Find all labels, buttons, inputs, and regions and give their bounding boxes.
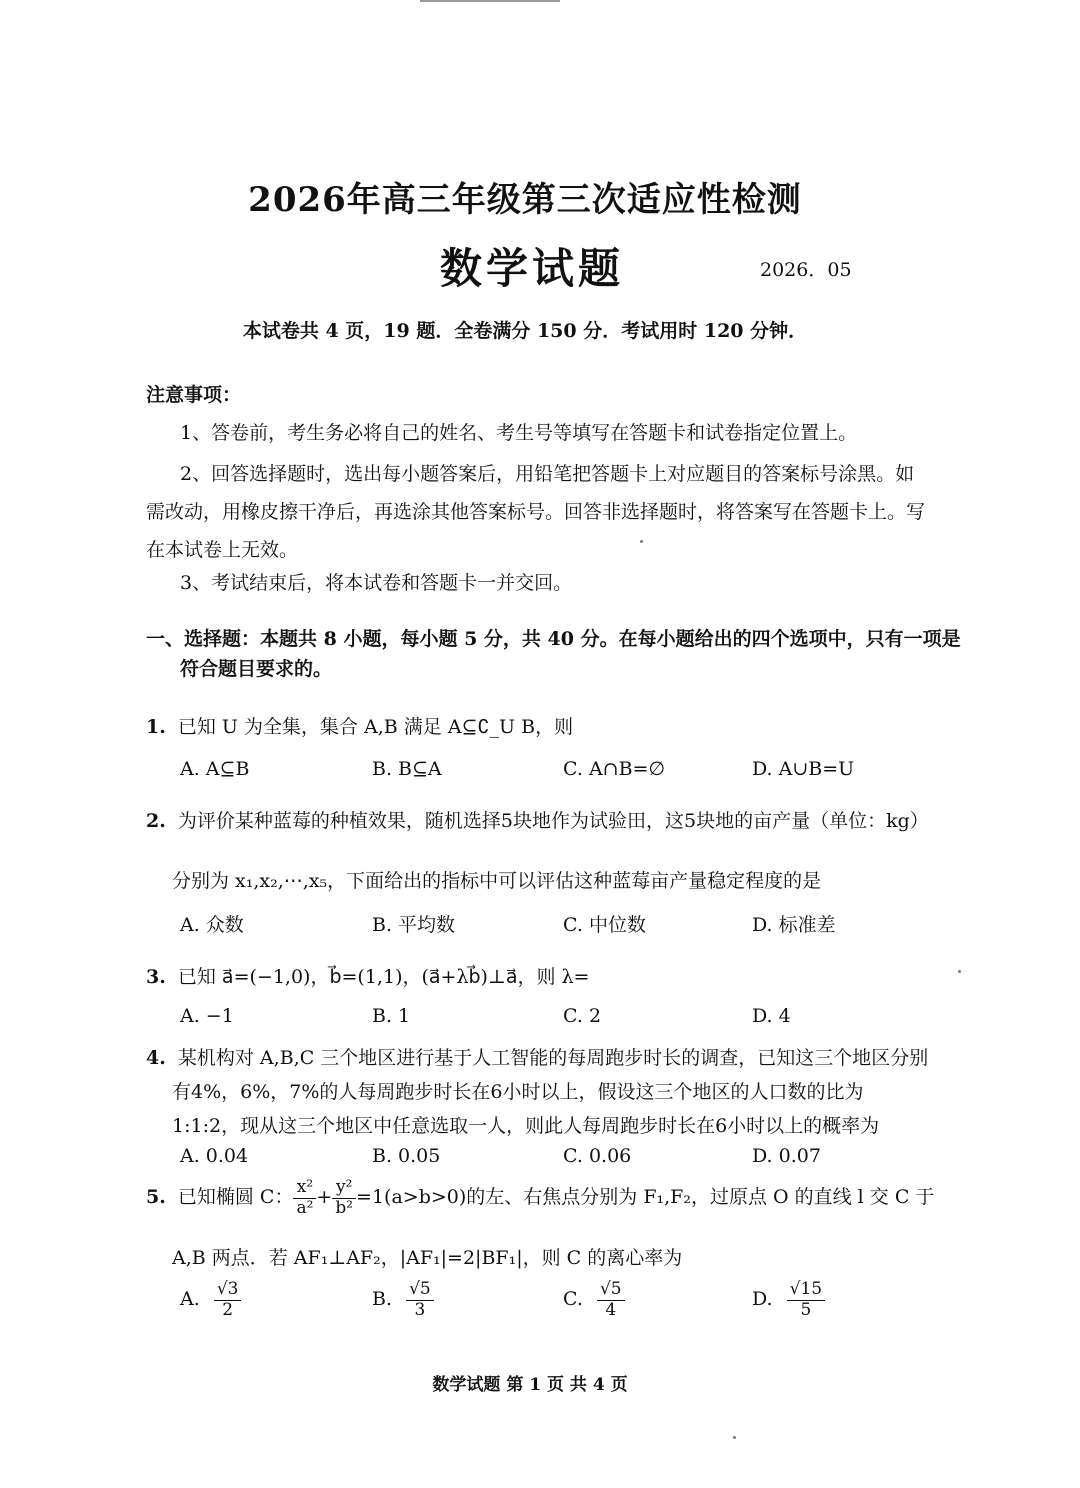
option-b: B. B⊆A <box>372 758 442 780</box>
question-4-line-3: 1:1:2，现从这三个地区中任意选取一人，则此人每周跑步时长在6小时以上的概率为 <box>172 1115 880 1137</box>
note-item-2: 2、回答选择题时，选出每小题答案后，用铅笔把答题卡上对应题目的答案标号涂黑。如需改动，用橡皮擦干净后，再选涂其他答案标号。回答非选择题时，将答案写在答题卡上。写在本试卷上无效。 <box>146 463 926 561</box>
note-item-1: 1、答卷前，考生务必将自己的姓名、考生号等填写在答题卡和试卷指定位置上。 <box>180 422 858 444</box>
option-fraction: $\frac{√5}{4}$ <box>597 1280 625 1320</box>
question-2 <box>146 806 929 833</box>
question-text: 某机构对 A,B,C 三个地区进行基于人工智能的每周跑步时长的调查，已知这三个地区分别 <box>177 1047 929 1069</box>
question-number: 4. <box>146 1047 166 1069</box>
option-fraction: $\frac{√5}{3}$ <box>406 1280 434 1320</box>
option-a: A. $\frac{√3}{2}$ <box>180 1280 241 1320</box>
question-5-line-2: A,B 两点．若 AF₁⊥AF₂，|AF₁|=2|BF₁|，则 C 的离心率为 <box>172 1247 683 1269</box>
page-footer: 数学试题 第 1 页 共 4 页 <box>432 1375 628 1395</box>
option-b: B. $\frac{√5}{3}$ <box>372 1280 434 1320</box>
option-a: A. 0.04 <box>180 1145 249 1167</box>
question-text: 已知 U 为全集，集合 A,B 满足 A⊆∁_U B，则 <box>177 716 574 738</box>
note-item-3: 3、考试结束后，将本试卷和答题卡一并交回。 <box>180 572 573 594</box>
question-2-line-2: 分别为 x₁,x₂,⋯,x₅，下面给出的指标中可以评估这种蓝莓亩产量稳定程度的是 <box>172 870 822 892</box>
question-text: 已知 a⃗=(−1,0)，b⃗=(1,1)，(a⃗+λb⃗)⊥a⃗，则 λ= <box>177 966 590 988</box>
option-fraction: $\frac{√3}{2}$ <box>214 1280 242 1320</box>
notes-heading: 注意事项： <box>146 384 242 406</box>
question-4-line-2: 有4%，6%，7%的人每周跑步时长在6小时以上，假设这三个地区的人口数的比为 <box>172 1081 864 1103</box>
fraction-y2-b2: $\frac{\text{y²}}{\text{b²}}$ <box>332 1178 356 1218</box>
scan-speck <box>640 540 643 543</box>
option-fraction: $\frac{√15}{5}$ <box>787 1280 825 1320</box>
option-c: C. 0.06 <box>563 1145 632 1167</box>
option-b: B. 0.05 <box>372 1145 441 1167</box>
section-heading: 一、选择题：本题共 8 小题，每小题 5 分，共 40 分。在每小题给出的四个选项中，只有一项是符合题目要求的。 <box>146 628 961 680</box>
question-4 <box>146 1043 928 1070</box>
option-b: B. 平均数 <box>372 914 456 936</box>
subject-title: 数学试题 <box>440 244 625 293</box>
question-1 <box>146 712 573 739</box>
fraction-x2-a2: $\frac{\text{x²}}{\text{a²}}$ <box>293 1178 316 1218</box>
option-d: D. 0.07 <box>752 1145 821 1167</box>
exam-title: 2026年高三年级第三次适应性检测 <box>248 180 802 220</box>
option-c: C. 2 <box>563 1005 602 1027</box>
question-5: 5. 已知椭圆 C： $\frac{\text{x²}}{\text{a²}}$ + $\frac{\text{y²}}{\text{b²}}$ =1(a>b>0)的左、右焦点分别为 F₁,F₂，过原点 O 的直线 l 交 C 于 <box>146 1177 935 1218</box>
option-d: D. $\frac{√15}{5}$ <box>752 1280 825 1320</box>
exam-intro: 本试卷共 4 页，19 题．全卷满分 150 分．考试用时 120 分钟． <box>242 320 808 342</box>
scan-speck <box>733 1436 736 1439</box>
option-d: D. 标准差 <box>752 914 836 936</box>
question-3 <box>146 962 589 989</box>
question-text-pre: 已知椭圆 C： <box>177 1186 294 1209</box>
question-number: 1. <box>146 716 166 738</box>
option-c: C. A∩B=∅ <box>563 758 666 780</box>
question-number: 3. <box>146 966 166 988</box>
option-d: D. A∪B=U <box>752 758 855 780</box>
option-a: A. 众数 <box>180 914 244 936</box>
option-a: A. −1 <box>180 1005 234 1027</box>
option-d: D. 4 <box>752 1005 791 1027</box>
exam-date: 2026．05 <box>760 259 852 281</box>
question-number: 5. <box>146 1186 166 1209</box>
scan-speck <box>958 970 961 973</box>
option-c: C. 中位数 <box>563 914 646 936</box>
question-text-post: =1(a>b>0)的左、右焦点分别为 F₁,F₂，过原点 O 的直线 l 交 C 于 <box>356 1186 935 1209</box>
option-a: A. A⊆B <box>180 758 250 780</box>
scan-edge-line <box>420 0 560 2</box>
option-b: B. 1 <box>372 1005 411 1027</box>
option-c: C. $\frac{√5}{4}$ <box>563 1280 625 1320</box>
question-text: 为评价某种蓝莓的种植效果，随机选择5块地作为试验田，这5块地的亩产量（单位：kg） <box>177 810 929 832</box>
question-number: 2. <box>146 810 166 832</box>
